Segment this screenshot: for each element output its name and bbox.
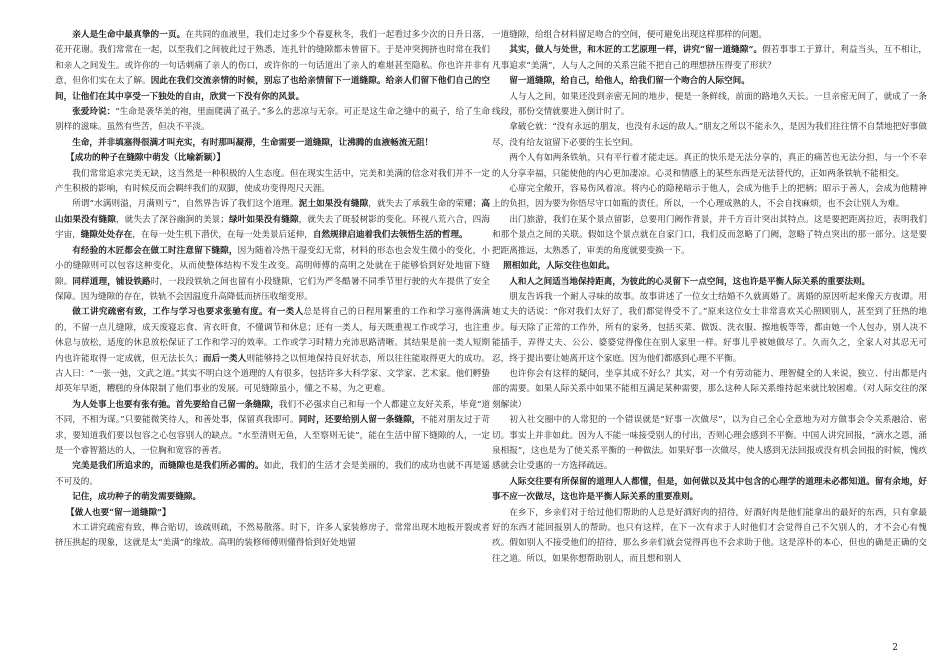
text: 假若事事工于算计，利益当头，互不相让，凡事追求“美满”，人与人之间的关系岂能不把自己的理想挤压得变了形状？ [492, 45, 927, 71]
paragraph [492, 367, 927, 413]
bold-text: 同时，还要给别人留一条缝隙， [298, 415, 421, 426]
text: 在共同的血液里，我们走过多少个春夏秋冬，我们一起看过多少次的日升日落，花开花谢。我们常常在一起，以至我们之间彼此过于熟悉，连扎针的缝隙都未曾留下。于是冲突拥挤也时常在我们和亲人之间发生。或许你的一句话刺痛了亲人的伤口，或许你的一句话道出了亲人的难堪甚至隐私。你也许并非有意，但你们实在太了解。 [55, 30, 490, 87]
bold-text: 缝隙处处存在 [80, 230, 133, 241]
text: 不能对朋友过于苛求，要知道我们要以包容之心包容别人的缺点。“水至清则无鱼，人至察则无徒”，能在生活中留下缝隙的人，一定是一个睿智豁达的人，一位胸和宽容的善者。 [55, 415, 490, 456]
paragraph [55, 521, 490, 552]
text: 我们不必强求自己和每一个人都建立友好关系，毕竟“道不同，不相为谋。”只要能微笑待人，和善处事，保留真我即可。 [55, 399, 490, 426]
text: 木工讲究疏密有致，榫合贴切，该疏则疏，不然易散落。时下，许多人家装修房子，常常出现木地板开裂或者挤压拱起的现象，这就是太“美满”的缘故。高明的装修师傅则懂得恰到好处地留 [55, 523, 490, 549]
bold-text: 做工讲究疏密有致，工作与学习也要求张驰有度。有一类人 [72, 307, 304, 318]
paragraph [55, 305, 490, 397]
paragraph [492, 290, 927, 367]
text: 总是将自己的日程用繁重的工作和学习塞得满满的，不留一点儿缝隙，成天废寝忘食、宵衣旰食，不懂调节和休息；还有一类人，每天既重视工作或学习，也注重休息与放松，适度的休息放松保证了工作和学习的效率。工作或学习时精力充沛思路清晰。其结果是前一类人短期内也许能取得一定成就，但无法长久； [55, 307, 490, 364]
page-number: 2 [892, 643, 898, 653]
text: 一道缝隙，给组合材料留足吻合的空间，便可避免出现这样那样的问题。 [492, 30, 768, 40]
text: ，就失去了斑驳树影的变化。环视八荒六合，四海宇宙， [55, 214, 490, 241]
bold-text: 自然规律启迪着我们去领悟生活的哲理。 [312, 230, 468, 241]
text: 拿破仑就：“没有永远的朋友，也没有永远的敌人。”朋友之所以不能永久，是因为我们往往情不自禁地把好事做尽，没有给友谊留下必要的生长空间。 [492, 122, 927, 148]
bold-text: 其实，做人与处世，和木匠的工艺原理一样，讲究“留一道缝隙”。 [509, 45, 763, 56]
bold-text: 而后一类人 [202, 353, 247, 364]
paragraph [492, 275, 927, 290]
text: ，就失去了承载生命的荣耀； [368, 199, 482, 210]
paragraph [492, 120, 927, 151]
paragraph [55, 244, 490, 306]
paragraph [55, 167, 490, 198]
text: 朋友告诉我一个耐人寻味的故事。故事讲述了一位女士结婚不久就离婚了。离婚的原因听起来像天方夜谭。用她丈夫的话说：“你对我们太好了，我们都觉得受不了。”原来这位女士非常喜欢关心照顾别人，甚至到了狂热的地步。每天除了正常的工作外，所有的家务，包括买菜、做饭、洗衣服、擦地板等等，都由她一个人包办，别人决不能插手，弄得丈夫、公公、婆婆觉得像住在别人家里一样。好事儿乎被她做尽了。久而久之，全家人对其忍无可忍，终于提出要让她离开这个家庭。因为他们都感到心理不平衡。 [492, 291, 927, 364]
bold-text: 因此在我们交流亲情的时候，别忘了也给亲情留下一道缝隙。给亲人们留下他们自己的空间，让他们在其中享受一下独处的自由，欣赏一下没有你的风景。 [55, 76, 490, 102]
bold-text: 有经验的木匠都会在做工时注意留下缝隙， [72, 245, 238, 256]
bold-text: 留一道缝隙，给自己，给他人，给我们留一个吻合的人际空间。 [509, 76, 750, 87]
bold-text: 人际交往要有所保留的道理人人都懂，但是，如何做以及其中包含的心理学的道理未必都知道。留有余地，好事不应一次做尽，这也许是平衡人际关系的重要准则。 [492, 476, 927, 503]
bold-text: 【做人也要“留一道缝隙”】 [66, 507, 171, 518]
bold-text: 泥土如果没有缝隙 [298, 199, 369, 210]
paragraph [492, 413, 927, 475]
text: 心扉完全敞开，容易伤风着凉。将内心的隐秘暗示于他人，会成为他手上的把柄；昭示于善人，会成为他精神上的负担，因为要为你悟尽守口如瓶的责任。所以，一个心理成熟的人，不会自找麻烦，也不会让别人为难。 [492, 184, 927, 210]
bold-text: 同样道理，铺设铁路 [72, 276, 151, 287]
text: 时，一段段铁轨之间也留有小段缝隙，它们为严冬酷暑不同季节里行驶的火车提供了安全保障。因为缝隙的存在，铁轨不会因温度升高降低而挤压收缩变形。 [55, 276, 490, 302]
paragraph [492, 506, 927, 568]
text: 所谓“水满则溢，月满则亏”，自然界告诉了我们这个道理。 [72, 199, 299, 210]
paragraph [492, 28, 927, 43]
bold-text: 绿叶如果没有缝隙 [228, 214, 299, 225]
text: 初入社交圈中的人常犯的一个错误就是“好事一次做尽”，以为自己全心全意地为对方做事会令关系融洽、密切。事实上并非如此。因为人不能一味接受别人的付出，否则心理会感到不平衡。中国人讲究回报，“滴水之恩，涌泉相报”，这也是为了使关系平衡的一种做法。如果好事一次做尽，使人感到无法回报或没有机会回报的时候，愧疚感就会让受惠的一方选择疏远。 [492, 415, 927, 472]
text: 因为 [237, 245, 256, 256]
section-heading [492, 259, 927, 274]
bold-text: 【成功的种子在缝隙中萌发（比喻新颖）】 [66, 153, 226, 164]
bold-text: 为人处事上也要有张有弛。首先要给自己留一条缝隙， [72, 399, 279, 410]
text: ，在每一处生机下潜伏，在每一处美景后延伸， [132, 230, 313, 241]
paragraph [55, 28, 490, 105]
text: ，就失去了深谷幽涧的美景； [115, 214, 229, 225]
bold-text: 人和人之间适当地保持距离，为彼此的心灵留下一点空间，这也许是平衡人际关系的重要法则。 [509, 276, 871, 287]
bold-text: 生命，并非填塞得很满才叫充实，有时那叫凝滞，生命需要一道缝隙，让沸腾的血液畅流无阻！ [72, 137, 434, 148]
bold-text: 亲人是生命中最真挚的一页。 [72, 30, 186, 40]
left-column [55, 28, 490, 552]
paragraph [492, 213, 927, 259]
paragraph [492, 90, 927, 121]
text: 人与人之间，如果还没到亲密无间的地步，便是一条鲜线，前面的路地久天长。一旦亲密无间了，就成了一条线段，那份交情就要进入倒计时了。 [492, 91, 927, 118]
bold-text: 高山如果没有缝隙 [55, 199, 490, 225]
section-heading [55, 151, 490, 166]
paragraph [55, 459, 490, 490]
paragraph [492, 151, 927, 182]
paragraph [55, 136, 490, 151]
paragraph [55, 197, 490, 243]
text: 也许你会有这样的疑问，坐享其成不好么？其实，对一个有劳动能力、理智健全的人来说，独立、付出都是内部的需要。如果人际关系中如果不能相互满足某种需要，那么这种人际关系维持起来就比较困难。（对人际交往的深刻解读） [492, 368, 927, 410]
right-column [492, 28, 927, 567]
bold-text: 张爱玲说： [72, 107, 116, 118]
paragraph [492, 182, 927, 213]
text: 我们常常追求完美无缺，这当然是一种积极的人生态度。但在现实生活中，完美和美满的信念对我们并不一定产生积极的影响，有时候反而会羁绊我们的双脚，使成功变得咫尺天涯。 [55, 168, 490, 195]
section-heading [55, 506, 490, 521]
paragraph [492, 74, 927, 89]
paragraph [492, 475, 927, 506]
text: “生命是袭华美的袍，里面爬满了虱子。”多么的悲凉与无奈。可正是这生命之缝中的虱子，给了生命别样的滋味。虽然有些苦，但决不平淡。 [55, 107, 490, 133]
paragraph [492, 43, 927, 74]
paragraph [55, 490, 490, 505]
text: 则能够持之以恒地保持良好状态，所以往往能取得更大的成功。古人曰：“一张一弛，文武之道。”其实不明白这个道理的人有很多，包括许多大科学家、文学家、艺术家。他们孵蛰却英年早逝，糟糕的身体限制了他们事业的发展。可见缝隙虽小，懂之不易，为之更难。 [55, 353, 490, 395]
text: 如此，我们的生活才会是美丽的，我们的成功也就不再是遥不可及的。 [55, 461, 490, 487]
text: 随着冷热干湿变幻无常，材料的形态也会发生微小的变化，小小的缝隙则可以包容这种变化，从而使整体结构不发生改变。高明师傅的高明之处就在于能够恰到好处地留下缝隙。 [55, 245, 490, 287]
bold-text: 照相如此，人际交往也如此。 [503, 261, 615, 272]
bold-text: 完美是我们所追求的，而缝隙也是我们所必需的。 [72, 461, 264, 472]
paragraph [55, 398, 490, 460]
text: 两个人有如两条铁轨，只有平行着才能走远。真正的快乐是无法分享的，真正的痛苦也无法分担，与一个不幸的人分享幸福，只能使他的内心更加凄凉。心灵和情感上的某些东西是无法替代的，正如两条铁轨不能相交。 [492, 153, 927, 179]
text: 在乡下，乡亲们对于给过他们帮助的人总是好酒好肉的招待，好酒好肉是他们能拿出的最好的东西，只有拿最好的东西才能回报别人的帮助。也只有这样，在下一次有求于人时他们才会觉得自己不欠别人的，才不会心有愧疚。假如别人不接受他们的招待，那么乡亲们就会觉得再也不会求助于他。这是淳朴的本心，但也的确是正确的交往之道。所以，如果你想帮助别人，而且想和别人 [492, 507, 927, 564]
text: 出门旅游，我们在某个景点留影，总要用门阙作背景，并千方百计突出其特点。这是要把距离拉近，表明我们和那个景点之间的关联。假如这个景点就在自家门口，我们反而忽略了门阙，忽略了特点突出的那一部分。这是要把距离推远，太熟悉了，审美的角度就要变换一下。 [492, 214, 927, 256]
paragraph [55, 105, 490, 136]
bold-text: 记住，成功种子的萌发需要缝隙。 [72, 492, 202, 503]
